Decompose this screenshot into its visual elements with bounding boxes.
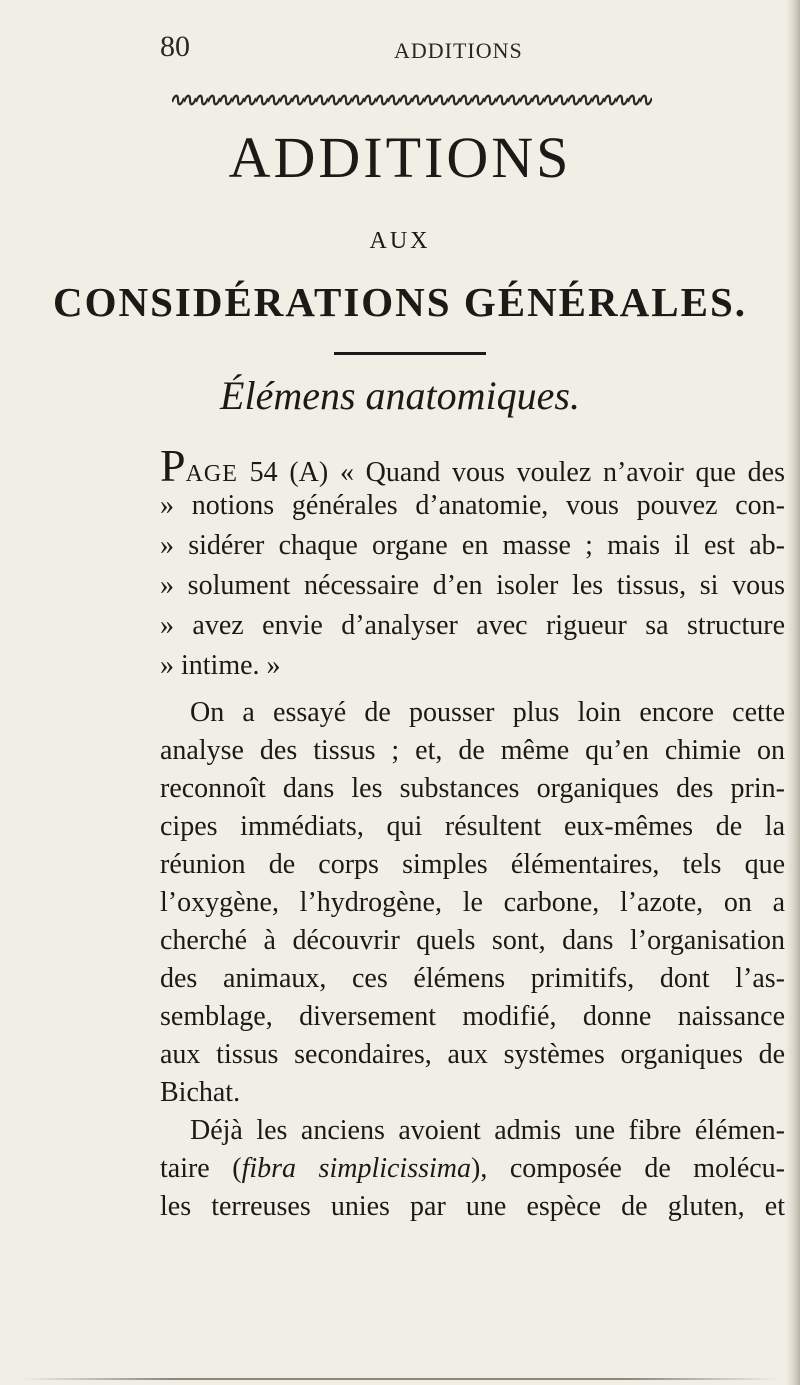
title-sub: CONSIDÉRATIONS GÉNÉRALES. bbox=[52, 279, 747, 325]
quote-line-1 bbox=[160, 440, 786, 491]
quote-line-4: » solument nécessaire d’en isoler les tissus, si vous bbox=[160, 570, 785, 601]
quoted-passage bbox=[160, 440, 786, 686]
para1-line-11: Bichat. bbox=[160, 1077, 241, 1108]
para1-line-10: aux tissus secondaires, aux systèmes organiques de bbox=[160, 1039, 785, 1070]
latin-term: fibra simplicissima bbox=[241, 1153, 472, 1184]
title-aux: AUX bbox=[369, 228, 431, 254]
para1-line-5: réunion de corps simples élémentaires, tels que bbox=[160, 849, 785, 880]
para1-line-7: cherché à découvrir quels sont, dans l’organisation bbox=[160, 925, 785, 956]
para1-line-4: cipes immédiats, qui résultent eux-mêmes de la bbox=[160, 811, 785, 842]
para1-line-3: reconnoît dans les substances organiques des prin- bbox=[160, 773, 785, 804]
page-reference: 54 (A) bbox=[249, 457, 329, 488]
title-main: ADDITIONS bbox=[228, 125, 572, 190]
page-edge-shadow bbox=[786, 0, 800, 1385]
para1-line-6: l’oxygène, l’hydrogène, le carbone, l’azote, on a bbox=[160, 887, 785, 918]
ornament-rule bbox=[172, 90, 652, 110]
page-bottom-edge bbox=[20, 1378, 780, 1380]
para1-line-2: analyse des tissus ; et, de même qu’en chimie on bbox=[160, 735, 785, 766]
lead-rest: AGE bbox=[185, 461, 238, 487]
para2-line-2-before: taire ( bbox=[160, 1153, 242, 1184]
quote-line-2: » notions générales d’anatomie, vous pouvez con- bbox=[160, 490, 785, 521]
quote-line-5: » avez envie d’analyser avec rigueur sa structure bbox=[160, 610, 785, 641]
para2-line-2-after: ), composée de molécu- bbox=[471, 1153, 786, 1184]
running-title: ADDITIONS bbox=[394, 38, 523, 63]
quote-line-3: » sidérer chaque organe en masse ; mais il est ab- bbox=[160, 530, 785, 561]
para1-line-9: semblage, diversement modifié, donne naissance bbox=[160, 1001, 785, 1032]
title-divider bbox=[334, 352, 486, 355]
lead-capital: P bbox=[160, 440, 186, 491]
running-head bbox=[160, 30, 680, 70]
para2-line-3: les terreuses unies par une espèce de gluten, et bbox=[160, 1191, 785, 1222]
para1-line-8: des animaux, ces élémens primitifs, dont l’as- bbox=[160, 963, 785, 994]
quote-line-6: » intime. » bbox=[160, 650, 281, 681]
paragraph-analysis bbox=[160, 694, 785, 1226]
quote-line-text: « Quand vous voulez n’avoir que des bbox=[339, 457, 786, 488]
section-title: Élémens anatomiques. bbox=[220, 373, 580, 418]
para1-line-1: On a essayé de pousser plus loin encore cette bbox=[190, 697, 785, 728]
page-number: 80 bbox=[160, 30, 190, 63]
para2-line-1: Déjà les anciens avoient admis une fibre élémen- bbox=[190, 1115, 785, 1146]
para2-line-2 bbox=[160, 1150, 785, 1188]
